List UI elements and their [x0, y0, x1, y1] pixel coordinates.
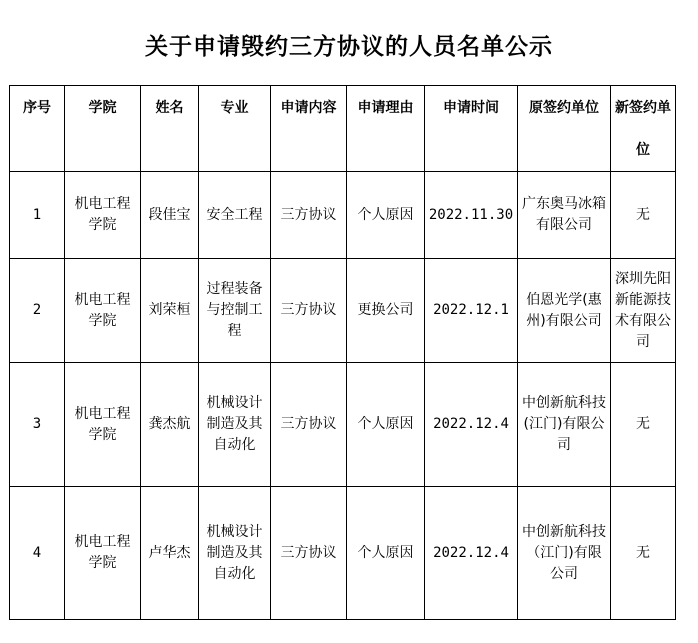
header-cell-major: 专业: [199, 86, 271, 172]
table-row: [10, 487, 676, 620]
cell-reason: 个人原因: [347, 172, 425, 259]
cell-reason: 个人原因: [347, 487, 425, 620]
cell-index: 2: [10, 259, 65, 363]
cell-major: 机械设计制造及其自动化: [199, 487, 271, 620]
cell-college: 机电工程学院: [65, 172, 141, 259]
cell-name: 刘荣桓: [141, 259, 199, 363]
cell-reason: 个人原因: [347, 363, 425, 487]
cell-index: 4: [10, 487, 65, 620]
cell-college: 机电工程学院: [65, 259, 141, 363]
cell-date: 2022.12.1: [425, 259, 518, 363]
table-row: [10, 172, 676, 259]
cell-date: 2022.11.30: [425, 172, 518, 259]
cell-college: 机电工程学院: [65, 363, 141, 487]
notice-table: [9, 85, 676, 620]
cell-content: 三方协议: [271, 363, 347, 487]
header-row: [10, 86, 676, 172]
cell-content: 三方协议: [271, 487, 347, 620]
header-cell-name: 姓名: [141, 86, 199, 172]
cell-date: 2022.12.4: [425, 363, 518, 487]
cell-content: 三方协议: [271, 259, 347, 363]
cell-major: 机械设计制造及其自动化: [199, 363, 271, 487]
header-cell-content: 申请内容: [271, 86, 347, 172]
cell-original-employer: 中创新航科技(江门)有限公司: [518, 363, 611, 487]
cell-index: 3: [10, 363, 65, 487]
cell-reason: 更换公司: [347, 259, 425, 363]
header-cell-college: 学院: [65, 86, 141, 172]
page-title: 关于申请毁约三方协议的人员名单公示: [145, 34, 553, 60]
cell-date: 2022.12.4: [425, 487, 518, 620]
cell-name: 段佳宝: [141, 172, 199, 259]
cell-new-employer: 无: [611, 363, 676, 487]
cell-content: 三方协议: [271, 172, 347, 259]
cell-college: 机电工程学院: [65, 487, 141, 620]
cell-major: 安全工程: [199, 172, 271, 259]
cell-original-employer: 中创新航科技（江门)有限公司: [518, 487, 611, 620]
cell-name: 龚杰航: [141, 363, 199, 487]
header-cell-index: 序号: [10, 86, 65, 172]
cell-new-employer: 无: [611, 487, 676, 620]
cell-name: 卢华杰: [141, 487, 199, 620]
table-row: [10, 259, 676, 363]
header-cell-new-employer: 新签约单位: [611, 86, 676, 172]
cell-new-employer: 无: [611, 172, 676, 259]
header-cell-reason: 申请理由: [347, 86, 425, 172]
cell-original-employer: 广东奥马冰箱有限公司: [518, 172, 611, 259]
table-row: [10, 363, 676, 487]
cell-original-employer: 伯恩光学(惠州)有限公司: [518, 259, 611, 363]
header-cell-original-employer: 原签约单位: [518, 86, 611, 172]
header-cell-date: 申请时间: [425, 86, 518, 172]
cell-major: 过程装备与控制工程: [199, 259, 271, 363]
cell-index: 1: [10, 172, 65, 259]
cell-new-employer: 深圳先阳新能源技术有限公司: [611, 259, 676, 363]
